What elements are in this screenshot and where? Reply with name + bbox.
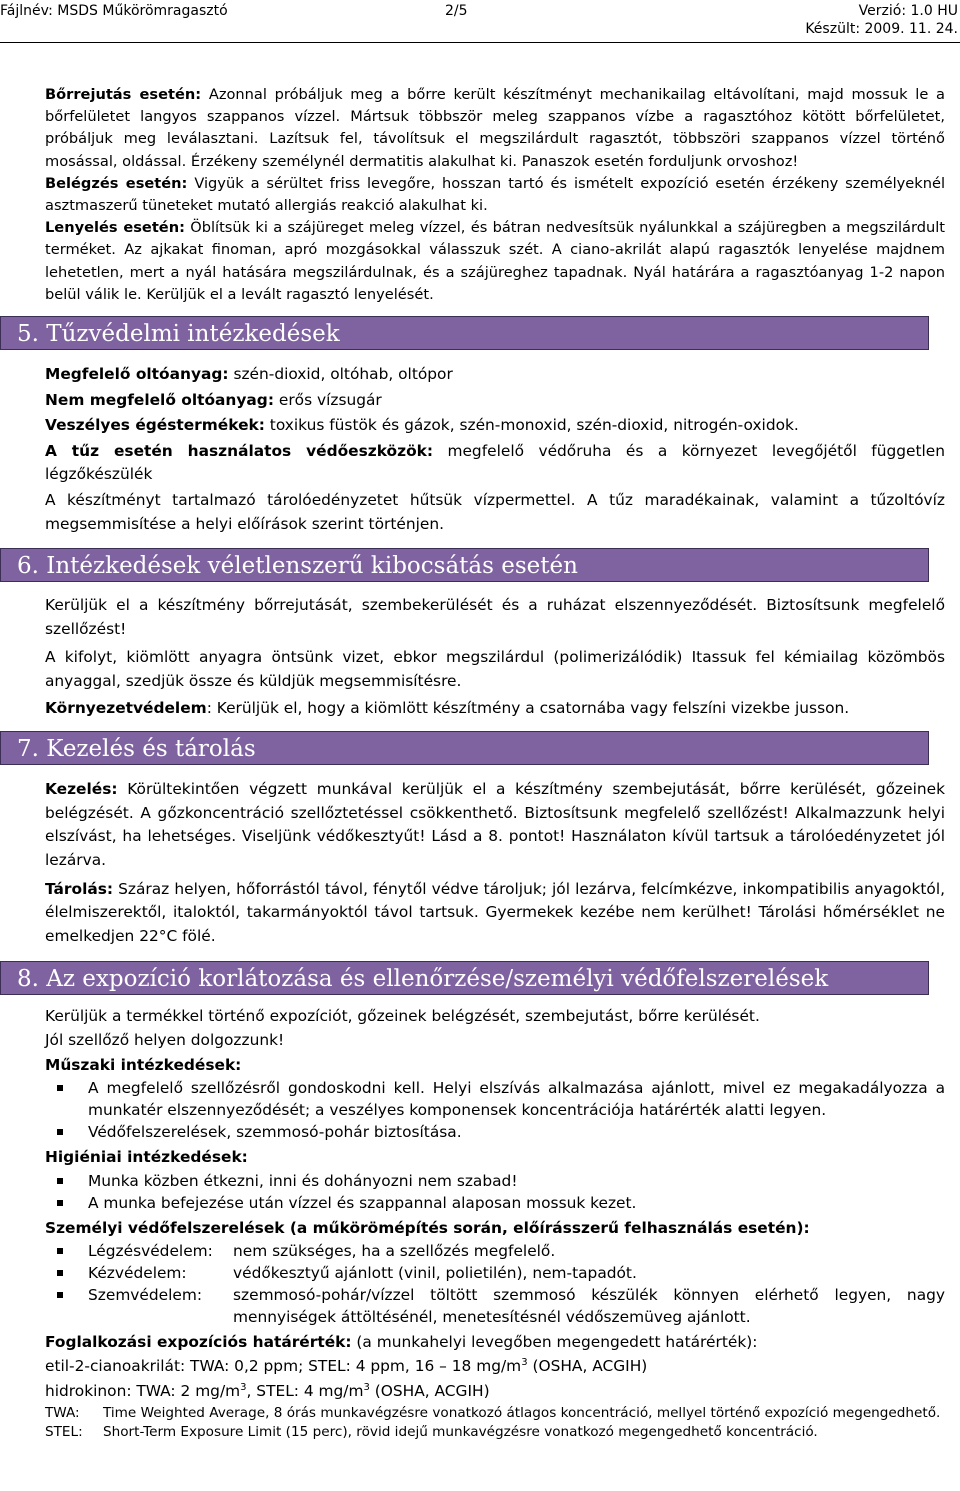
ppe-type-value: védőkesztyű ajánlott (vinil, polietilén), nem-tapadót. bbox=[233, 1264, 637, 1283]
unsuitable-extinguisher bbox=[45, 389, 945, 413]
skin-contact-label: Bőrrejutás esetén: bbox=[45, 86, 202, 103]
technical-measures-list bbox=[45, 1077, 945, 1143]
fire-protective-equipment bbox=[45, 440, 945, 487]
storage-paragraph bbox=[45, 878, 945, 949]
header-filename: Fájlnév: MSDS Műkörömragasztó bbox=[0, 3, 228, 19]
inhalation-text: Vigyük a sérültet friss levegőre, hosszan tartó és ismételt expozíció esetén érzékeny személyeknél asztmaszerű tüneteket mutató allergiás reakció alakulhat ki. bbox=[45, 174, 946, 215]
stel-abbrev: STEL: bbox=[45, 1424, 83, 1441]
hygiene-measures-list bbox=[45, 1170, 945, 1214]
handling-text: Körültekintően végzett munkával kerüljük el a készítmény szembejutását, bőrre kerülését, gőzeinek belégzését. A gőzkoncentráció szellőztetéssel csökkenthető. Biztosítsunk megfelelő szellőzést! Alkalmazzunk helyi elszívást, ha lehetséges. Viseljünk védőkesztyűt! Lásd a 8. pontot! Használaton kívül tartsuk a tárolóedényzetet jól lezárva. bbox=[45, 780, 945, 869]
oel-label: Foglalkozási expozíciós határérték: bbox=[45, 1333, 352, 1352]
skin-contact-paragraph bbox=[45, 84, 945, 173]
ppe-type-value: nem szükséges, ha a szellőzés megfelelő. bbox=[233, 1242, 556, 1261]
ingestion-text: Öblítsük ki a szájüreget meleg vízzel, és bátran nedvesítsük nyálunkkal a szájüregben a megszilárdult terméket. Az ajkakat finoman, apró mozgásokkal válasszuk szét. A ciano-akrilát alapú ragasztók lenyelése majdnem lehetetlen, mert a nyál hatására megszilárdulnak, és a szájüreghez tapadnak. Nyál határára a ragasztóanyag 1-2 napon belül válik le. Kerüljük el a levált ragasztó lenyelését. bbox=[45, 219, 945, 303]
technical-measures-heading bbox=[45, 1054, 945, 1078]
list-item bbox=[45, 1240, 945, 1262]
exposure-intro-line-1: Kerüljük a termékkel történő expozíciót, gőzeinek belégzését, szembejutást, bőrre kerülését. bbox=[45, 1007, 760, 1026]
section-6-body bbox=[45, 594, 945, 720]
eca-unit-exponent: 3 bbox=[521, 1356, 528, 1368]
ppe-type-label: Légzésvédelem: bbox=[88, 1242, 213, 1261]
storage-label: Tárolás: bbox=[45, 879, 114, 898]
hazardous-combustion bbox=[45, 414, 945, 438]
section-5-body bbox=[45, 363, 945, 536]
environment-paragraph bbox=[45, 697, 945, 721]
list-item: Védőfelszerelések, szemmosó-pohár biztosítása. bbox=[45, 1121, 945, 1143]
environment-text: : Kerüljük el, hogy a kiömlött készítmény a csatornába vagy felszíni vizekbe jusson. bbox=[206, 698, 850, 717]
suitable-extinguisher-label: Megfelelő oltóanyag: bbox=[45, 365, 229, 384]
suitable-extinguisher-text: szén-dioxid, oltóhab, oltópor bbox=[228, 365, 453, 384]
unsuitable-extinguisher-label: Nem megfelelő oltóanyag: bbox=[45, 390, 274, 409]
eca-source: (OSHA, ACGIH) bbox=[527, 1356, 648, 1375]
header-divider bbox=[0, 42, 960, 43]
section-7-heading: 7. Kezelés és tárolás bbox=[0, 731, 929, 765]
list-item: A munka befejezése után vízzel és szappannal alaposan mossuk kezet. bbox=[45, 1192, 945, 1214]
hygiene-measures-label: Higiéniai intézkedések: bbox=[45, 1148, 248, 1167]
oel-hydroquinone bbox=[45, 1380, 945, 1404]
exposure-intro-line-2: Jól szellőző helyen dolgozzunk! bbox=[45, 1030, 285, 1049]
section-8-body bbox=[45, 1005, 945, 1442]
header-created-date: Készült: 2009. 11. 24. bbox=[805, 21, 958, 37]
oel-heading bbox=[45, 1331, 945, 1355]
first-aid-section bbox=[45, 84, 945, 306]
list-item: A megfelelő szellőzésről gondoskodni kell. Helyi elszívás alkalmazása ajánlott, mivel ez megakadályozza a munkatér elszennyeződését; a veszélyes komponensek koncentrációja határérték alatti legyen. bbox=[45, 1077, 945, 1121]
header-page-number: 2/5 bbox=[445, 3, 468, 19]
section-6-heading: 6. Intézkedések véletlenszerű kibocsátás esetén bbox=[0, 548, 929, 582]
page-header bbox=[0, 0, 960, 42]
hq-twa-text: hidrokinon: TWA: 2 mg/m bbox=[45, 1382, 241, 1401]
document-body bbox=[17, 84, 946, 1442]
handling-label: Kezelés: bbox=[45, 780, 118, 799]
hq-unit-exponent: 3 bbox=[240, 1382, 247, 1394]
twa-definition bbox=[45, 1404, 945, 1423]
hazardous-combustion-text: toxikus füstök és gázok, szén-monoxid, szén-dioxid, nitrogén-oxidok. bbox=[264, 416, 799, 435]
fire-cooling-paragraph: A készítményt tartalmazó tárolóedényzetet hűtsük vízpermettel. A tűz maradékainak, valamint a tűzoltóvíz megsemmisítése a helyi előírások szerint történjen. bbox=[45, 491, 945, 533]
suitable-extinguisher bbox=[45, 363, 945, 387]
oel-ethyl-cyanoacrylate bbox=[45, 1355, 945, 1379]
header-version: Verzió: 1.0 HU bbox=[858, 3, 958, 19]
list-item: Munka közben étkezni, inni és dohányozni nem szabad! bbox=[45, 1170, 945, 1192]
stel-definition bbox=[45, 1423, 945, 1442]
twa-abbrev: TWA: bbox=[45, 1405, 80, 1422]
inhalation-label: Belégzés esetén: bbox=[45, 174, 188, 192]
section-5-heading: 5. Tűzvédelmi intézkedések bbox=[0, 316, 929, 350]
ingestion-paragraph bbox=[45, 217, 945, 306]
environment-label: Környezetvédelem bbox=[45, 698, 207, 717]
ppe-type-value: szemmosó-pohár/vízzel töltött szemmosó készülék könnyen elérhető legyen, nagy mennyiségek áttöltésénél, menetesítésnél védőszemüveg ajánlott. bbox=[233, 1286, 945, 1327]
twa-text: Time Weighted Average, 8 órás munkavégzésre vonatkozó átlagos koncentráció, mellyel történő expozíció megengedhető. bbox=[103, 1405, 941, 1422]
ingestion-label: Lenyelés esetén: bbox=[45, 219, 185, 237]
hygiene-measures-heading bbox=[45, 1146, 945, 1170]
eca-limit-text: etil-2-cianoakrilát: TWA: 0,2 ppm; STEL: 4 ppm, 16 – 18 mg/m bbox=[45, 1356, 522, 1375]
ppe-label: Személyi védőfelszerelések (a műkörömépítés során, előírásszerű felhasználás esetén): bbox=[45, 1218, 810, 1237]
storage-text: Száraz helyen, hőforrástól távol, fénytől védve tároljuk; jól lezárva, felcímkézve, inkompatibilis anyagoktól, élelmiszerektől, italoktól, takarmányoktól távol tartsuk. Gyermekek kezébe nem kerülhet! Tárolási hőmérséklet ne emelkedjen 22°C fölé. bbox=[45, 879, 945, 945]
inhalation-paragraph bbox=[45, 173, 945, 217]
section-7-body bbox=[45, 778, 945, 948]
ppe-heading bbox=[45, 1217, 945, 1241]
ppe-list bbox=[45, 1240, 945, 1328]
technical-measures-label: Műszaki intézkedések: bbox=[45, 1055, 242, 1074]
section-8-heading: 8. Az expozíció korlátozása és ellenőrzése/személyi védőfelszerelések bbox=[0, 961, 929, 995]
spill-cleanup-paragraph: A kifolyt, kiömlött anyagra öntsünk vizet, ebkor megszilárdul (polimerizálódik) Itassuk fel kémiailag közömbös anyaggal, szedjük össze és küldjük megsemmisítésre. bbox=[45, 648, 945, 690]
list-item bbox=[45, 1262, 945, 1284]
hq-unit-exponent: 3 bbox=[363, 1382, 370, 1394]
handling-paragraph bbox=[45, 778, 945, 872]
fire-protective-equipment-label: A tűz esetén használatos védőeszközök: bbox=[45, 441, 434, 460]
hq-source: (OSHA, ACGIH) bbox=[369, 1382, 490, 1401]
list-item bbox=[45, 1284, 945, 1328]
skin-contact-text: Azonnal próbáljuk meg a bőrre került készítményt mechanikailag eltávolítani, majd mossuk le a bőrfelületet langyos szappanos vízzel. Mártsuk többször meleg szappanos vízbe a ragasztóhoz kötött bőrfelületet, próbáljuk meg leválasztani. Lazítsuk fel, távolítsuk el megszilárdult ragasztót, többszöri szappanos vízzel történő mosással, oldással. Érzékeny személynél dermatitis alakulhat ki. Panaszok esetén forduljunk orvoshoz! bbox=[45, 86, 945, 170]
stel-text: Short-Term Exposure Limit (15 perc), rövid idejű munkavégzésre vonatkozó megengedhető koncentráció. bbox=[103, 1424, 818, 1441]
fire-protective-equipment-text: megfelelő védőruha és a környezet levegőjétől független légzőkészülék bbox=[45, 441, 945, 484]
hazardous-combustion-label: Veszélyes égéstermékek: bbox=[45, 416, 265, 435]
hq-stel-text: , STEL: 4 mg/m bbox=[246, 1382, 364, 1401]
release-avoid-paragraph: Kerüljük el a készítmény bőrrejutását, szembekerülését és a ruházat elszennyeződését. Biztosítsunk megfelelő szellőzést! bbox=[45, 596, 945, 638]
unsuitable-extinguisher-text: erős vízsugár bbox=[273, 390, 382, 409]
ppe-type-label: Kézvédelem: bbox=[88, 1264, 187, 1283]
oel-text: (a munkahelyi levegőben megengedett határérték): bbox=[351, 1333, 758, 1352]
ppe-type-label: Szemvédelem: bbox=[88, 1286, 203, 1305]
